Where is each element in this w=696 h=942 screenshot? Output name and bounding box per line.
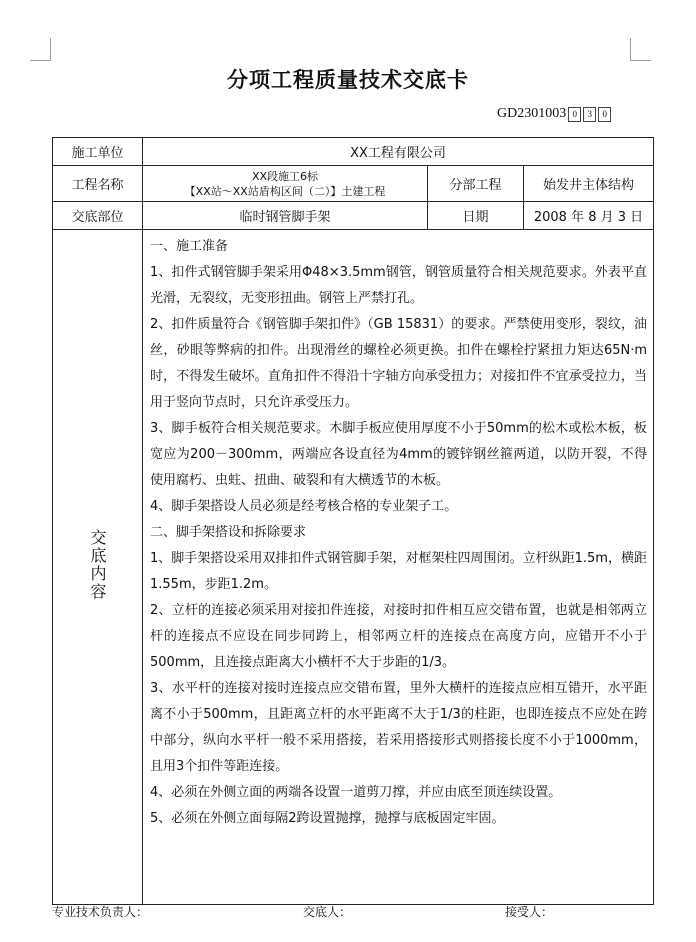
paragraph-7: 3、水平杆的连接对接时连接点应交错布置，里外大横杆的连接点应相互错开，水平距离不小于500mm，且距离立杆的水平距离不大于1/3的柱距，也即连接点不应处在跨中部分，纵向水平杆一般不采用搭接，若采用搭接形式则搭接长度不小于1000mm，且用3个扣件等距连接。 [150,681,648,774]
paragraph-3: 3、脚手板符合相关规范要求。木脚手板应使用厚度不小于50mm的松木或松木板，板宽应为200－300mm，两端应各设直径为4mm的镀锌钢丝箍两道，以防开裂，不得使用腐朽、虫蛀、扭曲、破裂和有大横透节的木板。 [150,421,648,488]
document-code [497,106,611,122]
project-value-line1: XX段施工6标 [251,169,319,183]
row-disclosure-content [53,230,654,905]
content-label: 交底内容 [88,529,107,601]
unit-label: 施工单位 [53,138,143,166]
row-construction-unit [53,138,654,166]
footer-discloser: 交底人： [303,905,352,919]
content-body [143,230,654,905]
crop-mark-top-left [30,38,51,61]
sub-project-value: 始发井主体结构 [524,166,654,202]
paragraph-5: 1、脚手架搭设采用双排扣件式钢管脚手架，对框架柱四周围闭。立杆纵距1.5m，横距1.55m，步距1.2m。 [150,551,648,592]
row-project-name [53,166,654,202]
part-value: 临时钢管脚手架 [143,202,428,230]
project-value-line2: 【XX站～XX站盾构区间（二）】土建工程 [184,184,386,198]
date-label: 日期 [428,202,524,230]
content-label-cell [53,230,143,905]
paragraph-6: 2、立杆的连接必须采用对接扣件连接，对接时扣件相互应交错布置，也就是相邻两立杆的连接点不应设在同步同跨上，相邻两立杆的连接点在高度方向，应错开不小于500mm，且连接点距离大小横杆不大于步距的1/3。 [150,603,648,670]
page-title: 分项工程质量技术交底卡 [227,67,469,92]
row-disclosure-part [53,202,654,230]
footer-receiver: 接受人： [505,905,554,919]
code-box-2: 3 [583,107,596,122]
unit-value: XX工程有限公司 [143,138,654,166]
paragraph-1: 1、扣件式钢管脚手架采用Φ48×3.5mm钢管，钢管质量符合相关规范要求。外表平直光滑，无裂纹，无变形扭曲。钢管上严禁打孔。 [150,265,648,306]
code-box-1: 0 [568,107,581,122]
paragraph-9: 5、必须在外侧立面每隔2跨设置抛撑，抛撑与底板固定牢固。 [150,811,505,826]
date-value: 2008 年 8 月 3 日 [524,202,654,230]
disclosure-table [52,137,654,905]
section-heading-1: 一、施工准备 [150,239,229,254]
paragraph-8: 4、必须在外侧立面的两端各设置一道剪刀撑，并应由底至顶连续设置。 [150,785,562,800]
code-box-3: 0 [598,107,611,122]
section-heading-2: 二、脚手架搭设和拆除要求 [150,525,307,540]
part-label: 交底部位 [53,202,143,230]
crop-mark-top-right [630,38,651,61]
paragraph-4: 4、脚手架搭设人员必须是经考核合格的专业架子工。 [150,499,458,514]
document-code-prefix: GD2301003 [497,106,567,121]
footer-tech-lead: 专业技术负责人： [52,905,149,919]
sub-project-label: 分部工程 [428,166,524,202]
project-label: 工程名称 [53,166,143,202]
paragraph-2: 2、扣件质量符合《钢管脚手架扣件》（GB 15831）的要求。严禁使用变形，裂纹，油丝，砂眼等弊病的扣件。出现滑丝的螺栓必须更换。扣件在螺栓拧紧扭力矩达65N·m时，不得发生破坏。直角扣件不得沿十字轴方向承受扭力；对接扣件不宜承受拉力，当用于竖向节点时，只允许承受压力。 [150,317,648,410]
project-value [143,166,428,202]
